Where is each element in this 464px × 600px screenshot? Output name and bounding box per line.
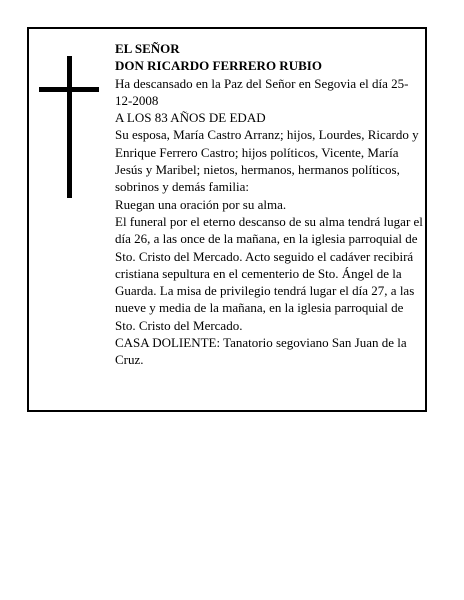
age-text: A LOS 83 AÑOS DE EDAD — [115, 110, 266, 126]
cross-horizontal-bar — [39, 87, 99, 92]
house-text: CASA DOLIENTE: Tanatorio segoviano San Juan de la Cruz. — [115, 335, 407, 368]
obituary-text — [115, 40, 425, 369]
cross-vertical-bar — [67, 56, 72, 198]
title-line-1: EL SEÑOR — [115, 41, 180, 56]
cross-icon — [39, 56, 99, 198]
announcement-text: Ha descansado en la Paz del Señor en Segovia el día 25-12-2008 — [115, 75, 409, 108]
obituary-notice — [27, 27, 427, 412]
deceased-name: DON RICARDO FERRERO RUBIO — [115, 58, 322, 74]
prayer-text: Ruegan una oración por su alma. — [115, 196, 287, 212]
family-text: Su esposa, María Castro Arranz; hijos, Lourdes, Ricardo y Enrique Ferrero Castro; hijos políticos, Vicente, María Jesús y Maribel; nietos, hermanos, hermanos políticos, sobrinos y demás familia: — [115, 127, 419, 195]
funeral-text: El funeral por el eterno descanso de su alma tendrá lugar el día 26, a las once de la mañana, en la iglesia parroquial de Sto. Cristo del Mercado. Acto seguido el cadáver recibirá cristiana sepultura en el cementerio de Sto. Ángel de la Guarda. La misa de privilegio tendrá lugar el día 27, a las nueve y media de la mañana, en la iglesia parroquial de Sto. Cristo del Mercado. — [115, 213, 423, 333]
